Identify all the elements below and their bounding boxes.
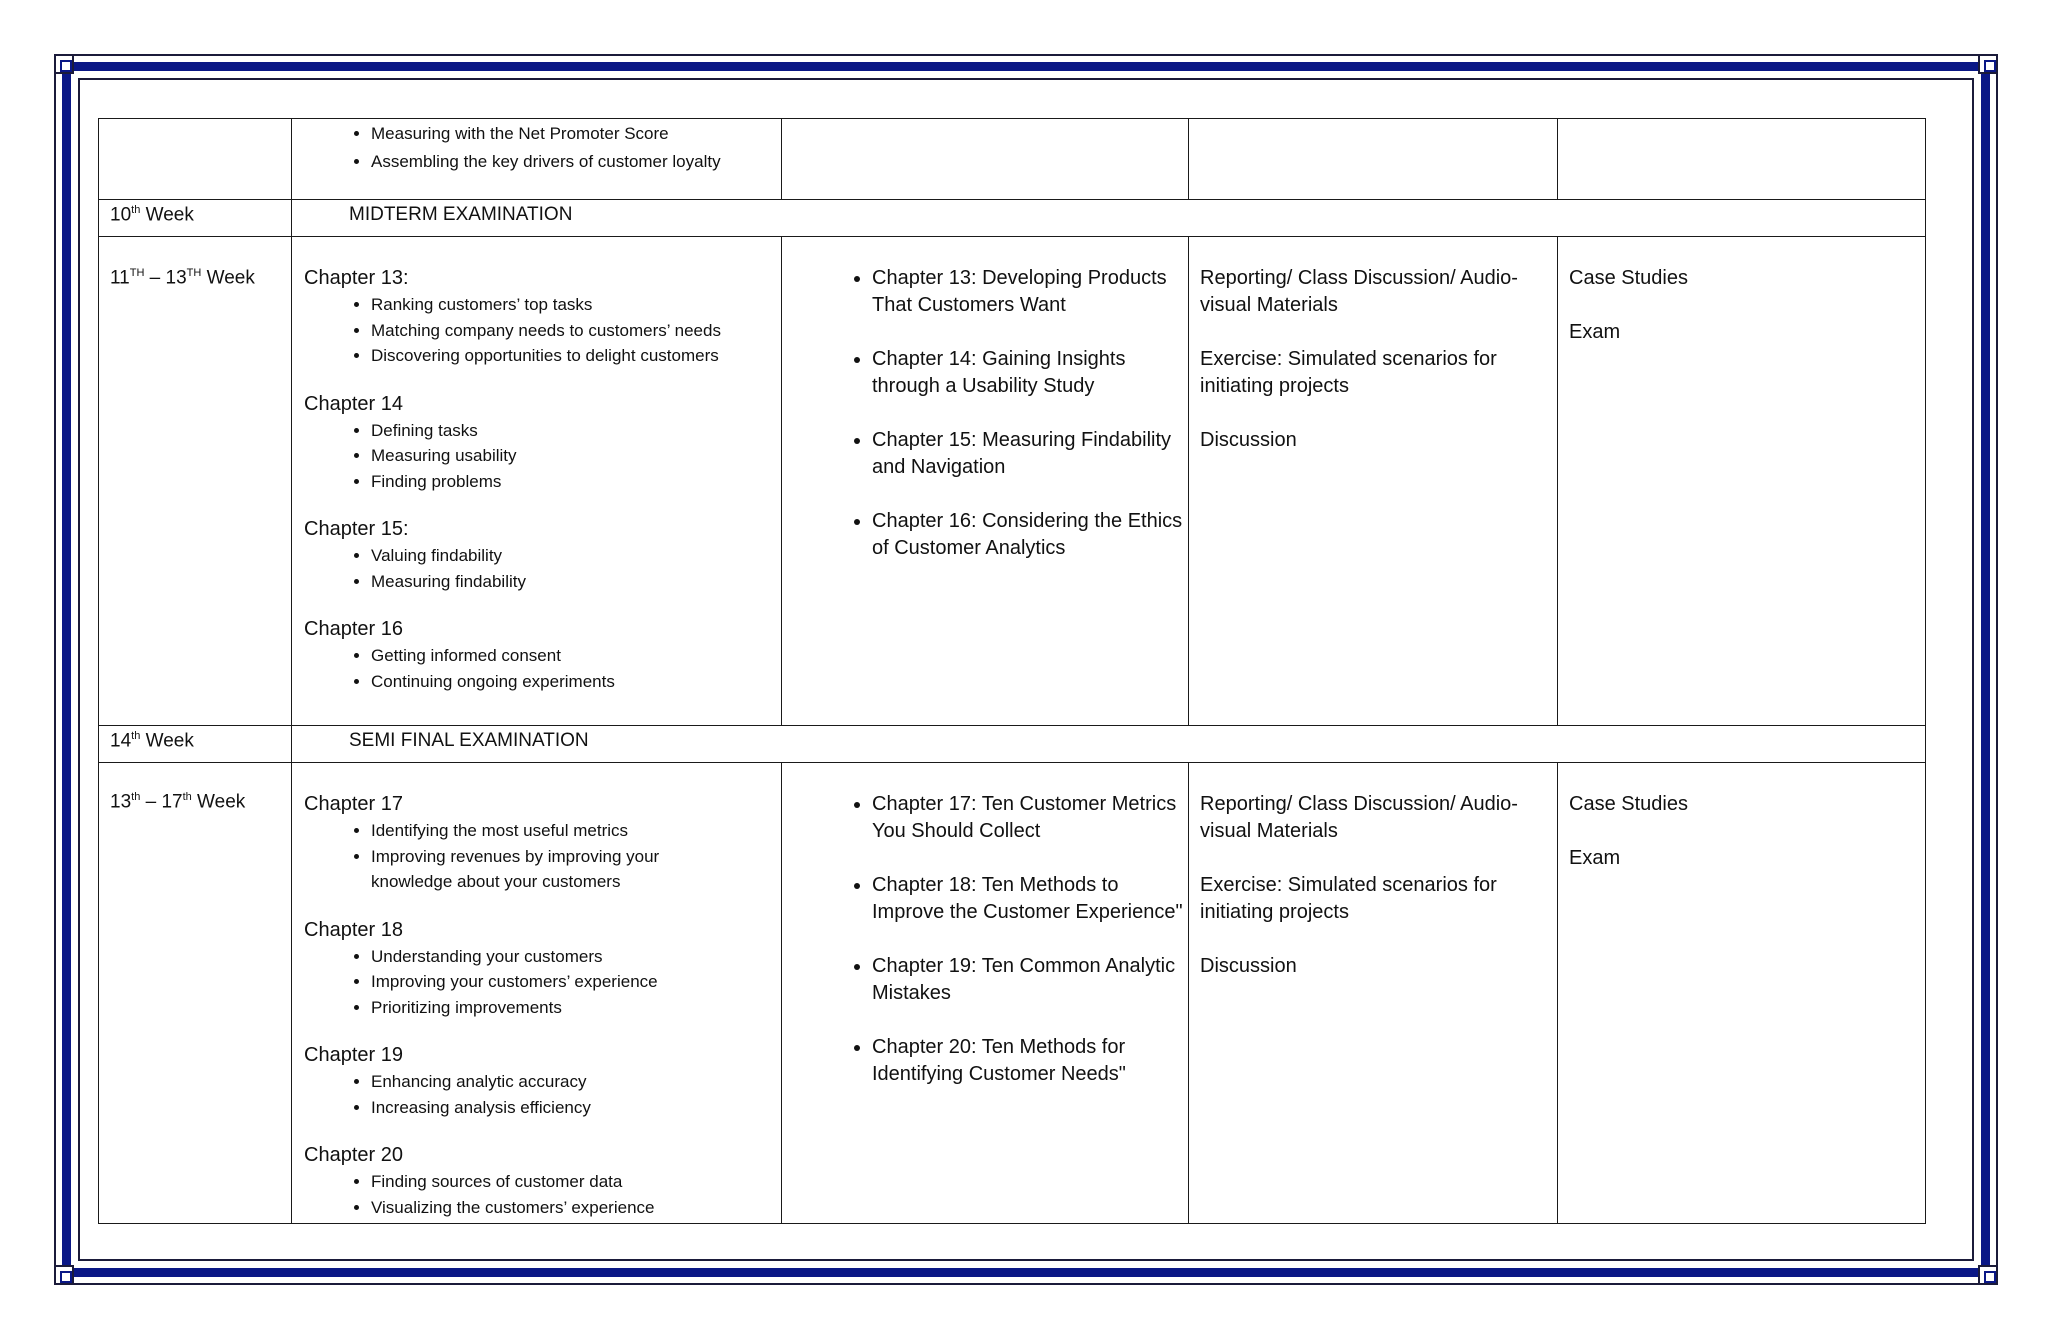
outcome-item: • Chapter 15: Measuring Findability and Navigation — [872, 427, 1188, 481]
outcome-item: • Chapter 13: Developing Products That Customers Want — [872, 265, 1188, 319]
week-suffix-sup: th — [131, 204, 141, 216]
week-cell — [99, 763, 292, 1224]
topic-item: • Understanding your customers — [371, 944, 781, 970]
exam-cell — [292, 200, 1926, 237]
activity-text: Exercise: Simulated scenarios for initiating projects — [1200, 874, 1497, 923]
table-row-continuation — [99, 119, 1926, 200]
syllabus-table — [98, 118, 1926, 1224]
assessment-text: Case Studies — [1569, 793, 1688, 815]
topic-item: • Discovering opportunities to delight customers — [371, 343, 781, 369]
week-number: 14 — [110, 730, 132, 752]
outcome-item: • Chapter 17: Ten Customer Metrics You Should Collect — [872, 791, 1188, 845]
topic-item: • Increasing analysis efficiency — [371, 1095, 781, 1121]
week-number: 11 — [110, 267, 130, 289]
outcomes-cell — [782, 237, 1189, 726]
outcome-item: • Chapter 16: Considering the Ethics of Customer Analytics — [872, 508, 1188, 562]
topic-item: • Visualizing the customers’ experience — [371, 1195, 781, 1221]
activities-cell — [1189, 237, 1558, 726]
topic-item: • Assembling the key drivers of customer loyalty — [371, 149, 781, 175]
assessment-cell — [1558, 119, 1926, 200]
topics-cell — [292, 119, 782, 200]
outcomes-cell — [782, 763, 1189, 1224]
assessment-text: Exam — [1569, 847, 1621, 869]
border-corner-top-right — [1978, 54, 1998, 74]
week-suffix-sup: TH — [129, 267, 145, 279]
chapter-heading: Chapter 15: — [304, 518, 409, 540]
activity-text: Exercise: Simulated scenarios for initiating projects — [1200, 348, 1497, 397]
topic-item: • Measuring with the Net Promoter Score — [371, 121, 781, 147]
table-row-weeks-11-13 — [99, 237, 1926, 726]
topics-cell — [292, 237, 782, 726]
assessment-cell — [1558, 237, 1926, 726]
week-label: Week — [140, 204, 194, 226]
table-row-semifinal — [99, 726, 1926, 763]
week-range: – 13 — [144, 267, 187, 289]
assessment-text: Case Studies — [1569, 267, 1688, 289]
week-cell — [99, 237, 292, 726]
assessment-text: Exam — [1569, 321, 1621, 343]
border-corner-bottom-right — [1978, 1265, 1998, 1285]
topic-item: • Improving revenues by improving your knowledge about your customers — [371, 844, 721, 895]
outcome-item: • Chapter 19: Ten Common Analytic Mistakes — [872, 953, 1188, 1007]
topic-item: • Measuring findability — [371, 569, 781, 595]
chapter-heading: Chapter 17 — [304, 793, 403, 815]
week-label: Week — [201, 267, 255, 289]
week-suffix-sup: th — [182, 791, 192, 803]
activity-text: Reporting/ Class Discussion/ Audio-visual Materials — [1200, 793, 1518, 842]
activity-text: Discussion — [1200, 955, 1297, 977]
topic-item: • Improving your customers’ experience — [371, 969, 781, 995]
week-number: 13 — [110, 791, 132, 813]
week-suffix-sup: th — [131, 730, 141, 742]
week-cell — [99, 200, 292, 237]
border-corner-bottom-left — [54, 1265, 74, 1285]
topic-item: • Ranking customers’ top tasks — [371, 292, 781, 318]
activities-cell — [1189, 763, 1558, 1224]
assessment-cell — [1558, 763, 1926, 1224]
chapter-heading: Chapter 13: — [304, 267, 409, 289]
topic-item: • Defining tasks — [371, 418, 781, 444]
topic-item: • Continuing ongoing experiments — [371, 669, 781, 695]
topic-item: • Prioritizing improvements — [371, 995, 781, 1021]
week-cell — [99, 726, 292, 763]
week-label: Week — [140, 730, 194, 752]
outcomes-cell — [782, 119, 1189, 200]
chapter-heading: Chapter 14 — [304, 392, 403, 415]
week-suffix-sup: TH — [186, 267, 202, 279]
topic-item: • Finding problems — [371, 469, 781, 495]
activities-cell — [1189, 119, 1558, 200]
outcome-item: • Chapter 14: Gaining Insights through a Usability Study — [872, 346, 1188, 400]
chapter-heading: Chapter 19 — [304, 1044, 403, 1066]
chapter-heading: Chapter 16 — [304, 618, 403, 640]
topic-item: • Valuing findability — [371, 543, 781, 569]
midterm-title: MIDTERM EXAMINATION — [349, 204, 573, 225]
topic-item: • Finding sources of customer data — [371, 1169, 781, 1195]
week-label: Week — [191, 791, 246, 813]
outcome-item: • Chapter 20: Ten Methods for Identifying Customer Needs" — [872, 1034, 1188, 1088]
semifinal-title: SEMI FINAL EXAMINATION — [349, 730, 589, 751]
topics-cell — [292, 763, 782, 1224]
topic-item: • Enhancing analytic accuracy — [371, 1069, 781, 1095]
table-row-midterm — [99, 200, 1926, 237]
topic-item: • Matching company needs to customers’ needs — [371, 318, 781, 344]
activity-text: Reporting/ Class Discussion/ Audio-visual Materials — [1200, 267, 1518, 316]
week-number: 10 — [110, 204, 132, 226]
topic-item: • Identifying the most useful metrics — [371, 818, 721, 844]
chapter-heading: Chapter 18 — [304, 918, 403, 941]
week-range: – 17 — [140, 791, 183, 813]
topic-item: • Getting informed consent — [371, 643, 781, 669]
topic-item: • Measuring usability — [371, 443, 781, 469]
table-row-weeks-13-17 — [99, 763, 1926, 1224]
border-corner-top-left — [54, 54, 74, 74]
chapter-heading: Chapter 20 — [304, 1144, 403, 1166]
outcome-item: • Chapter 18: Ten Methods to Improve the Customer Experience" — [872, 872, 1188, 926]
activity-text: Discussion — [1200, 429, 1297, 451]
week-suffix-sup: th — [131, 791, 141, 803]
week-cell — [99, 119, 292, 200]
exam-cell — [292, 726, 1926, 763]
